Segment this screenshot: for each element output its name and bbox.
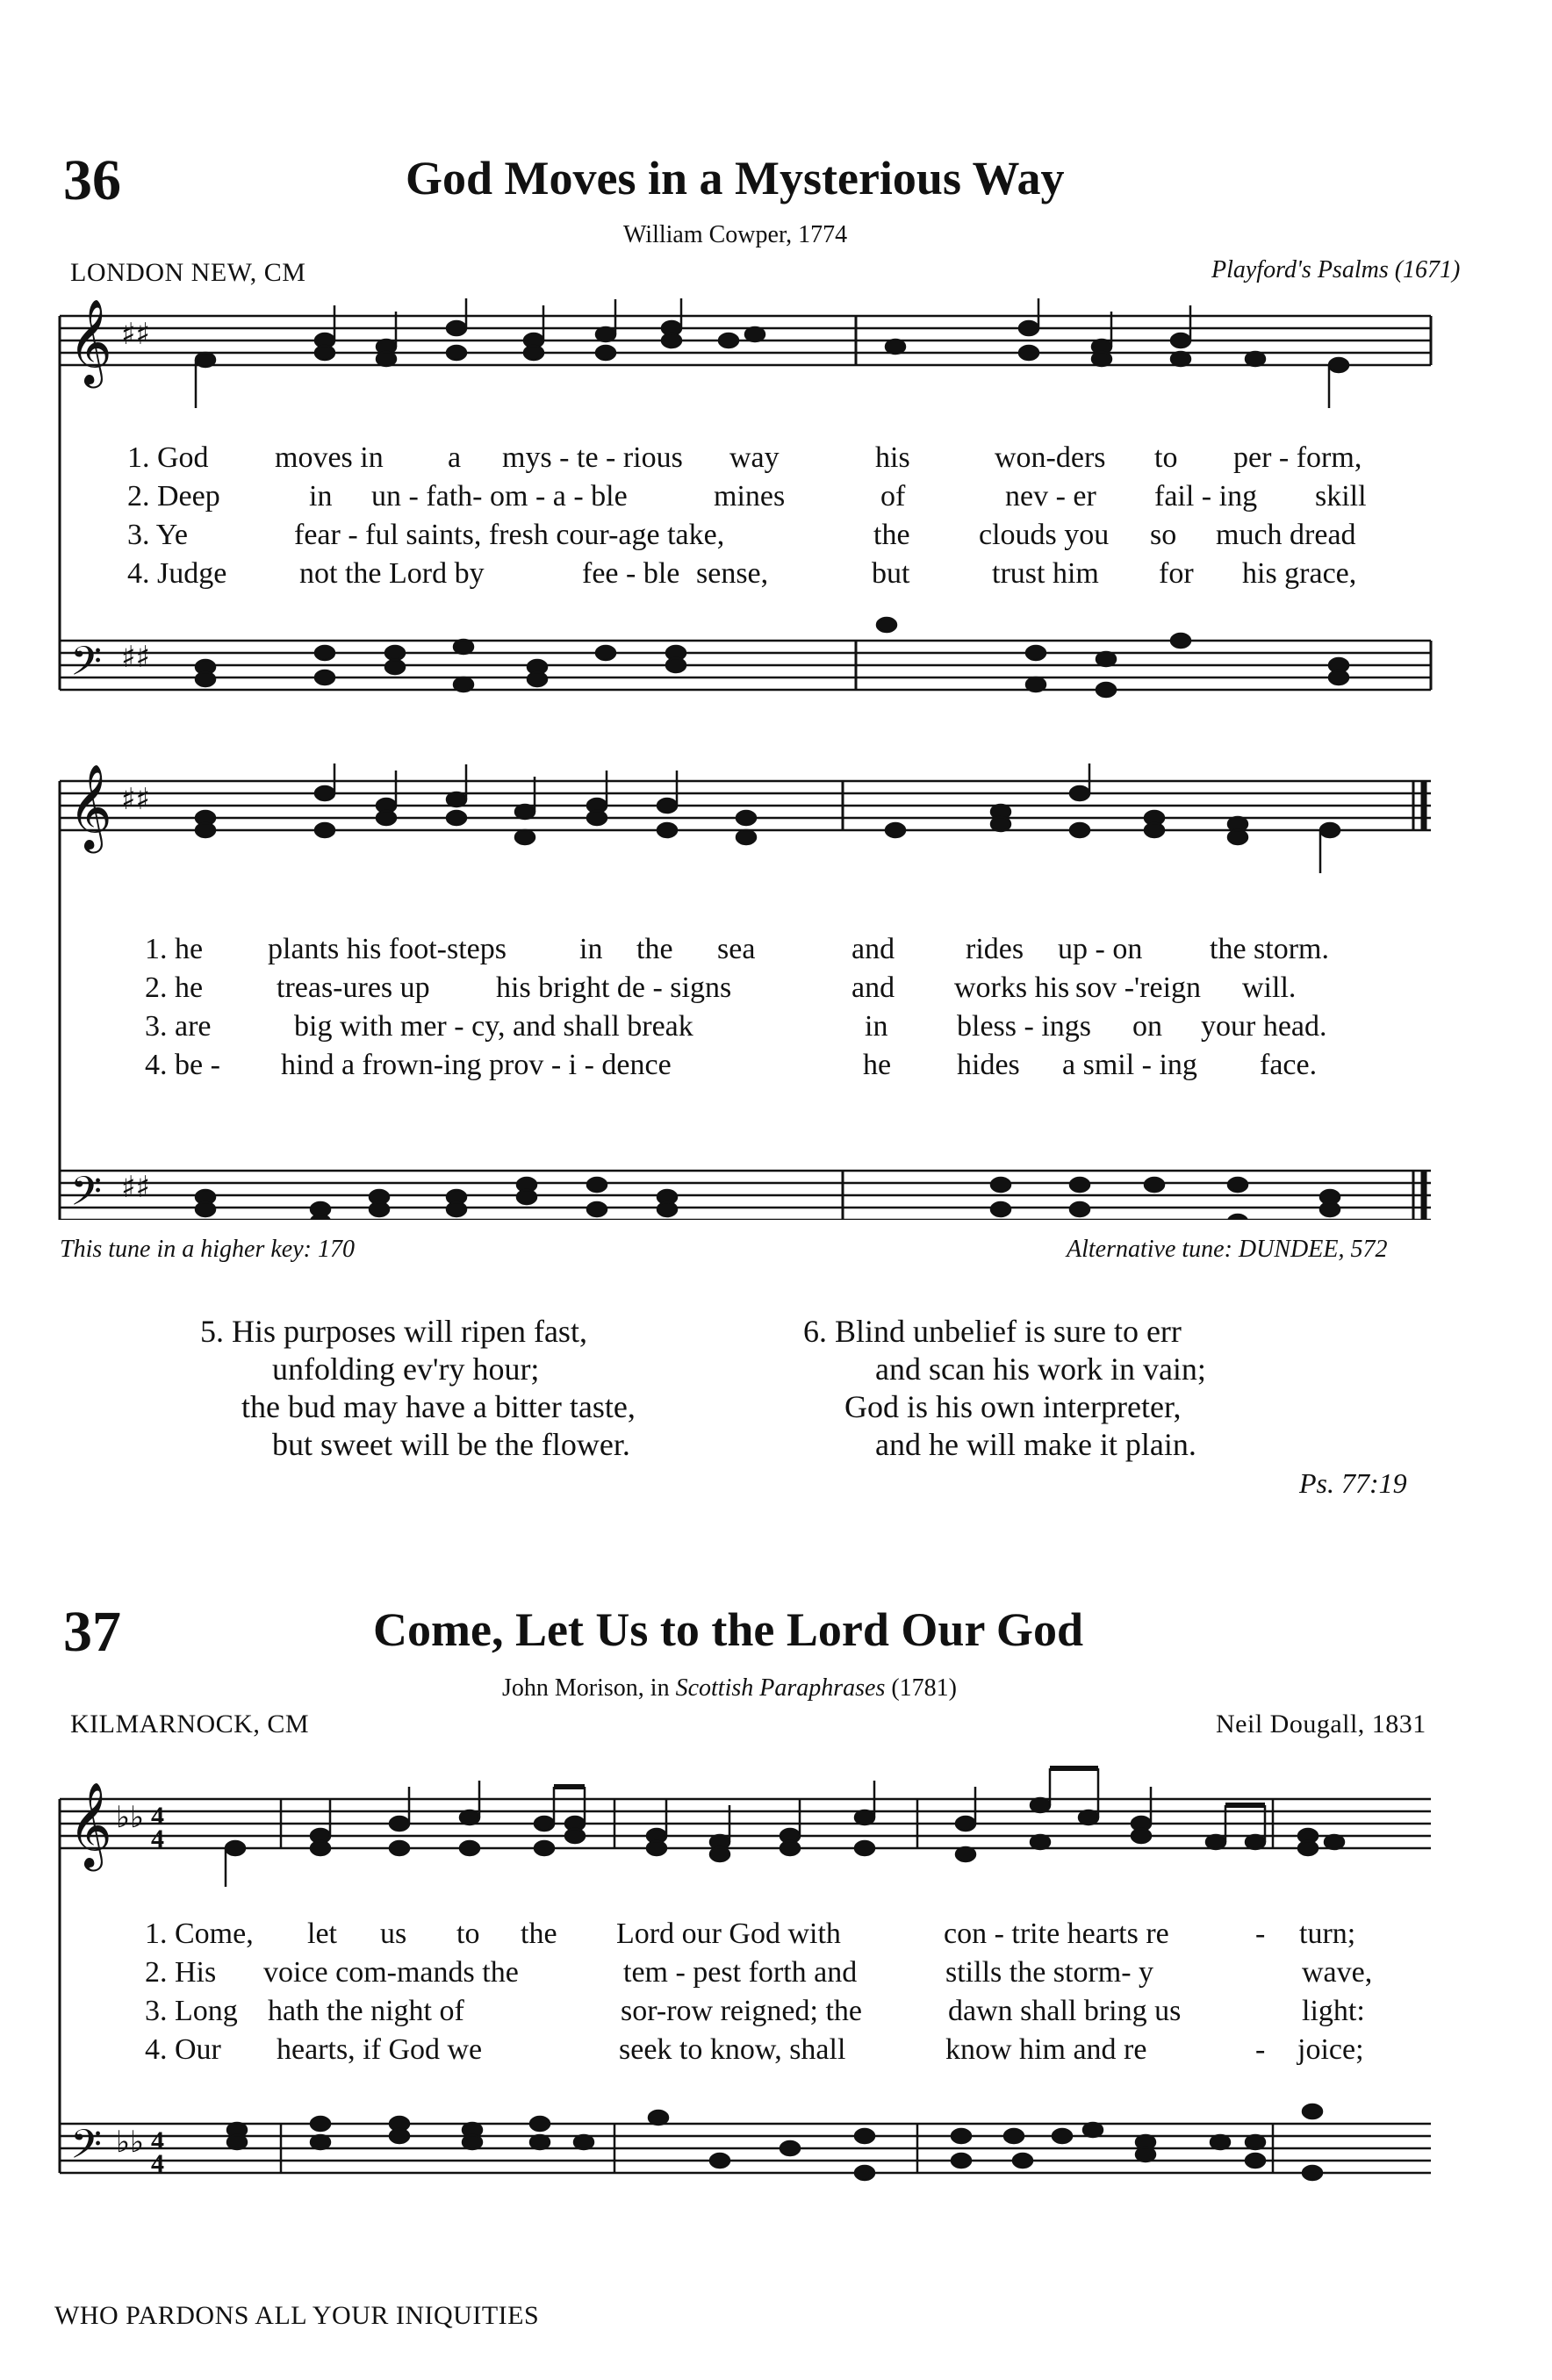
lyric-syllable: mines xyxy=(714,480,786,513)
lyric-syllable: on xyxy=(1132,1010,1162,1043)
stanza-line: but sweet will be the flower. xyxy=(272,1427,630,1462)
stanza-line: God is his own interpreter, xyxy=(844,1389,1182,1424)
alternative-tune-note: Alternative tune: DUNDEE, 572 xyxy=(1067,1236,1388,1263)
lyric-syllable: wave, xyxy=(1302,1956,1373,1989)
lyric-syllable: 1. he xyxy=(145,933,204,965)
stanza-line: 6. Blind unbelief is sure to err xyxy=(803,1314,1182,1349)
lyric-syllable: a xyxy=(448,441,462,474)
lyric-syllable: skill xyxy=(1315,480,1367,513)
higher-key-note: This tune in a higher key: 170 xyxy=(60,1236,355,1263)
lyric-syllable: voice com-mands the xyxy=(263,1956,519,1989)
hymn-title: God Moves in a Mysterious Way xyxy=(406,152,1065,204)
svg-text:4: 4 xyxy=(151,2149,164,2178)
lyric-syllable: won-ders xyxy=(995,441,1106,474)
stanza-5 xyxy=(200,1313,636,1464)
lyric-syllable: and xyxy=(851,971,895,1004)
hymn-title: Come, Let Us to the Lord Our God xyxy=(373,1603,1083,1656)
svg-text:♯♯: ♯♯ xyxy=(121,1170,150,1205)
lyric-syllable: 3. Long xyxy=(145,1995,238,2027)
lyric-syllable: and xyxy=(851,933,895,965)
stanza-6 xyxy=(803,1313,1206,1464)
lyric-syllable: know him and re xyxy=(945,2033,1147,2066)
lyric-syllable: mys - te - rious xyxy=(502,441,683,474)
lyric-syllable: fail - ing xyxy=(1154,480,1258,513)
lyric-syllable: - xyxy=(1255,1918,1266,1950)
stanza-line: and he will make it plain. xyxy=(875,1427,1196,1462)
stanza-line: unfolding ev'ry hour; xyxy=(272,1351,540,1387)
lyric-syllable: turn; xyxy=(1299,1918,1356,1950)
lyric-syllable: plants his foot-steps xyxy=(268,933,507,965)
lyric-syllable: the storm. xyxy=(1210,933,1329,965)
lyric-syllable: your head. xyxy=(1201,1010,1327,1043)
lyric-syllable: us xyxy=(380,1918,407,1950)
lyric-syllable: to xyxy=(456,1918,480,1950)
lyric-syllable: - xyxy=(1255,2033,1266,2066)
lyric-syllable: hath the night of xyxy=(268,1995,464,2027)
lyric-syllable: 1. God xyxy=(127,441,209,474)
lyric-syllable: tem - pest forth and xyxy=(623,1956,858,1989)
lyric-syllable: 4. Our xyxy=(145,2033,221,2066)
lyric-syllable: per - form, xyxy=(1233,441,1362,474)
lyric-syllable: 3. Ye xyxy=(127,519,188,551)
svg-text:𝄢: 𝄢 xyxy=(70,1168,103,1220)
lyric-syllable: un - fath- om - a - ble xyxy=(371,480,628,513)
hymn-number: 37 xyxy=(63,1600,121,1664)
lyric-syllable: 3. are xyxy=(145,1010,212,1043)
author-credit: William Cowper, 1774 xyxy=(623,221,848,248)
lyric-syllable: sov -'reign xyxy=(1075,971,1202,1004)
lyric-syllable: to xyxy=(1154,441,1178,474)
tune-source: Playford's Psalms (1671) xyxy=(1211,256,1461,283)
lyric-syllable: seek to know, shall xyxy=(619,2033,846,2066)
svg-text:♯♯: ♯♯ xyxy=(121,782,150,817)
lyric-syllable: not the Lord by xyxy=(299,557,485,590)
lyric-syllable: light: xyxy=(1302,1995,1365,2027)
svg-text:𝄢: 𝄢 xyxy=(70,638,103,695)
svg-text:𝄞: 𝄞 xyxy=(68,763,112,849)
lyric-syllable: rides xyxy=(966,933,1024,965)
lyric-syllable: the xyxy=(636,933,673,965)
lyric-syllable: moves in xyxy=(275,441,384,474)
lyric-syllable: sense, xyxy=(696,557,769,590)
lyric-syllable: of xyxy=(880,480,906,513)
lyric-syllable: his grace, xyxy=(1242,557,1357,590)
lyric-syllable: for xyxy=(1159,557,1194,590)
svg-text:♭♭: ♭♭ xyxy=(116,2125,145,2160)
svg-text:𝄞: 𝄞 xyxy=(68,1781,112,1867)
lyric-syllable: stills the storm- y xyxy=(945,1956,1154,1989)
lyric-syllable: let xyxy=(307,1918,337,1950)
music-staff-system xyxy=(0,763,1552,1220)
lyric-syllable: sor-row reigned; the xyxy=(621,1995,863,2027)
lyric-syllable: 4. be - xyxy=(145,1049,220,1081)
lyric-syllable: trust him xyxy=(992,557,1099,590)
lyric-syllable: dawn shall bring us xyxy=(948,1995,1182,2027)
hymn-number: 36 xyxy=(63,148,121,212)
lyric-syllable: in xyxy=(865,1010,888,1043)
stanza-line: and scan his work in vain; xyxy=(875,1351,1206,1387)
lyric-syllable: way xyxy=(729,441,780,474)
lyric-syllable: 2. His xyxy=(145,1956,217,1989)
lyric-syllable: nev - er xyxy=(1005,480,1096,513)
svg-text:♯♯: ♯♯ xyxy=(121,317,150,352)
lyric-syllable: the xyxy=(873,519,910,551)
lyric-syllable: a smil - ing xyxy=(1062,1049,1197,1081)
lyric-syllable: fear - ful saints, fresh cour-age take, xyxy=(294,519,725,551)
svg-text:𝄢: 𝄢 xyxy=(70,2121,103,2178)
svg-text:♯♯: ♯♯ xyxy=(121,640,150,675)
lyric-syllable: face. xyxy=(1260,1049,1318,1081)
lyric-syllable: will. xyxy=(1242,971,1297,1004)
lyric-syllable: 2. he xyxy=(145,971,204,1004)
lyric-syllable: the xyxy=(521,1918,557,1950)
lyric-syllable: big with mer - cy, and shall break xyxy=(294,1010,693,1043)
lyric-syllable: fee - ble xyxy=(582,557,680,590)
lyric-syllable: 4. Judge xyxy=(127,557,227,590)
lyric-syllable: clouds you xyxy=(979,519,1110,551)
section-footer: WHO PARDONS ALL YOUR INIQUITIES xyxy=(54,2301,540,2330)
lyric-syllable: joice; xyxy=(1297,2033,1364,2066)
lyric-syllable: 1. Come, xyxy=(145,1918,254,1950)
tune-name: LONDON NEW, CM xyxy=(70,258,306,287)
lyric-syllable: hearts, if God we xyxy=(277,2033,483,2066)
lyric-syllable: treas-ures up xyxy=(277,971,430,1004)
lyric-syllable: in xyxy=(579,933,603,965)
lyric-syllable: 2. Deep xyxy=(127,480,220,513)
author-credit: John Morison, in Scottish Paraphrases (1781) xyxy=(502,1674,958,1702)
lyric-syllable: Lord our God with xyxy=(616,1918,841,1950)
svg-text:4: 4 xyxy=(151,1802,164,1831)
lyric-syllable: hind a frown-ing prov - i - dence xyxy=(281,1049,672,1081)
lyric-syllable: much dread xyxy=(1216,519,1356,551)
stanza-line: the bud may have a bitter taste, xyxy=(241,1389,636,1424)
tune-name: KILMARNOCK, CM xyxy=(70,1710,310,1738)
lyric-syllable: he xyxy=(863,1049,892,1081)
lyric-syllable: up - on xyxy=(1058,933,1143,965)
lyric-syllable: con - trite hearts re xyxy=(944,1918,1169,1950)
lyric-syllable: bless - ings xyxy=(957,1010,1091,1043)
stanza-line: 5. His purposes will ripen fast, xyxy=(200,1314,587,1349)
lyric-syllable: works his xyxy=(954,971,1070,1004)
lyric-syllable: his xyxy=(875,441,910,474)
lyric-syllable: sea xyxy=(717,933,756,965)
lyric-syllable: so xyxy=(1150,519,1177,551)
lyric-syllable: but xyxy=(872,557,910,590)
svg-text:4: 4 xyxy=(151,2126,164,2155)
lyric-syllable: hides xyxy=(957,1049,1020,1081)
svg-text:4: 4 xyxy=(151,1824,164,1853)
scripture-reference: Ps. 77:19 xyxy=(1299,1467,1407,1499)
composer-credit: Neil Dougall, 1831 xyxy=(1216,1710,1426,1738)
lyric-syllable: in xyxy=(309,480,333,513)
svg-text:𝄞: 𝄞 xyxy=(68,298,112,384)
svg-text:♭♭: ♭♭ xyxy=(116,1800,145,1835)
lyric-syllable: his bright de - signs xyxy=(496,971,732,1004)
